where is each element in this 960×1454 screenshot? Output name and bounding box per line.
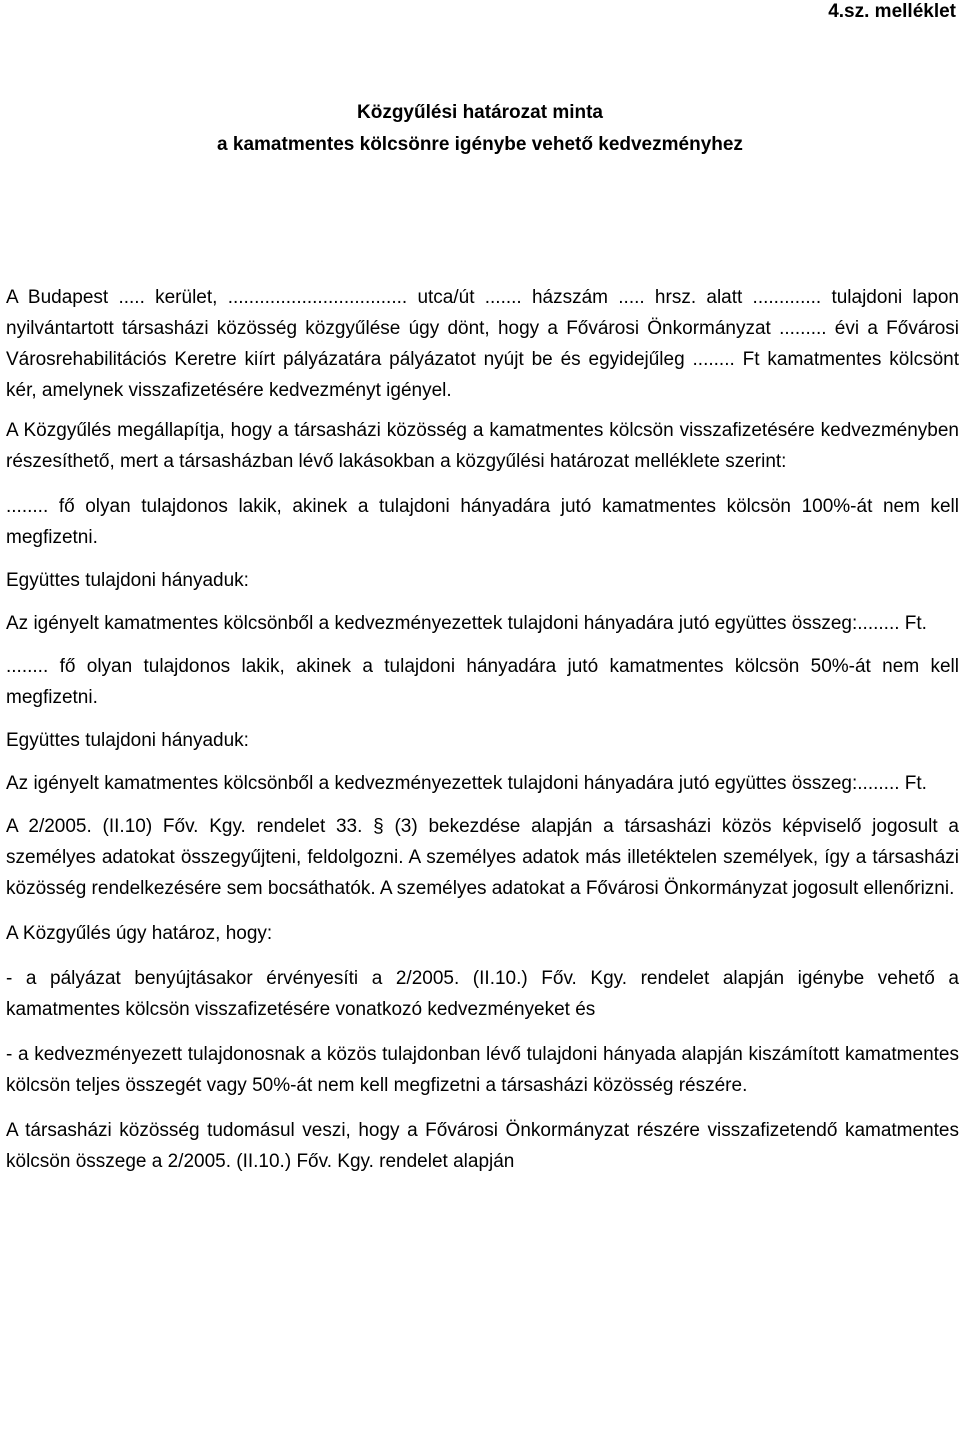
paragraph-shares-2: Együttes tulajdoni hányaduk:	[6, 730, 249, 751]
paragraph-intro: A Budapest ..... kerület, .................................. utca/út ....... házszám ..... hrsz. alatt ............. tulajdoni lapon nyilvántartott társasházi közösség közgyűlése úgy dönt, hogy a Fővárosi Önkormányzat ......... évi a Fővárosi Városrehabilitációs Keretre kiírt pályázatára pályázatot nyújt be és egyidejűleg ........ Ft kamatmentes kölcsönt kér, amelynek visszafizetésére kedvezményt igényel.	[6, 287, 959, 401]
document-body	[6, 282, 959, 1177]
paragraph-amount-2: Az igényelt kamatmentes kölcsönből a kedvezményezettek tulajdoni hányadára jutó együttes összeg:........ Ft.	[6, 773, 927, 794]
document-title	[0, 97, 960, 161]
paragraph-acknowledgement: A társasházi közösség tudomásul veszi, hogy a Fővárosi Önkormányzat részére visszafizetendő kamatmentes kölcsön összege a 2/2005. (II.10.) Főv. Kgy. rendelet alapján	[6, 1120, 959, 1172]
title-line-1: Közgyűlési határozat minta	[357, 102, 603, 123]
paragraph-decision-item-2: - a kedvezményezett tulajdonosnak a közös tulajdonban lévő tulajdoni hányada alapján kiszámított kamatmentes kölcsön teljes összegét vagy 50%-át nem kell megfizetni a társasházi közösség részére.	[6, 1044, 959, 1096]
paragraph-half-exemption: ........ fő olyan tulajdonos lakik, akinek a tulajdoni hányadára jutó kamatmentes kölcsön 50%-át nem kell megfizetni.	[6, 656, 959, 708]
paragraph-data-protection: A 2/2005. (II.10) Főv. Kgy. rendelet 33. § (3) bekezdése alapján a társasházi közös képviselő jogosult a személyes adatokat összegyűjteni, feldolgozni. A személyes adatok más illetéktelen személyek, így a társasházi közösség rendelkezésére sem bocsáthatók. A személyes adatokat a Fővárosi Önkormányzat jogosult ellenőrizni.	[6, 816, 959, 899]
title-line-2: a kamatmentes kölcsönre igénybe vehető kedvezményhez	[217, 134, 743, 155]
paragraph-amount-1: Az igényelt kamatmentes kölcsönből a kedvezményezettek tulajdoni hányadára jutó együttes összeg:........ Ft.	[6, 613, 927, 634]
paragraph-decision-intro: A Közgyűlés úgy határoz, hogy:	[6, 923, 273, 944]
paragraph-findings: A Közgyűlés megállapítja, hogy a társasházi közösség a kamatmentes kölcsön visszafizetésére kedvezményben részesíthető, mert a társasházban lévő lakásokban a közgyűlési határozat melléklete szerint:	[6, 420, 959, 472]
paragraph-shares-1: Együttes tulajdoni hányaduk:	[6, 570, 249, 591]
paragraph-decision-item-1: - a pályázat benyújtásakor érvényesíti a 2/2005. (II.10.) Főv. Kgy. rendelet alapján igénybe vehető a kamatmentes kölcsön visszafizetésére vonatkozó kedvezményeket és	[6, 968, 959, 1020]
paragraph-full-exemption: ........ fő olyan tulajdonos lakik, akinek a tulajdoni hányadára jutó kamatmentes kölcsön 100%-át nem kell megfizetni.	[6, 496, 959, 548]
annex-label: 4.sz. melléklet	[828, 1, 956, 22]
